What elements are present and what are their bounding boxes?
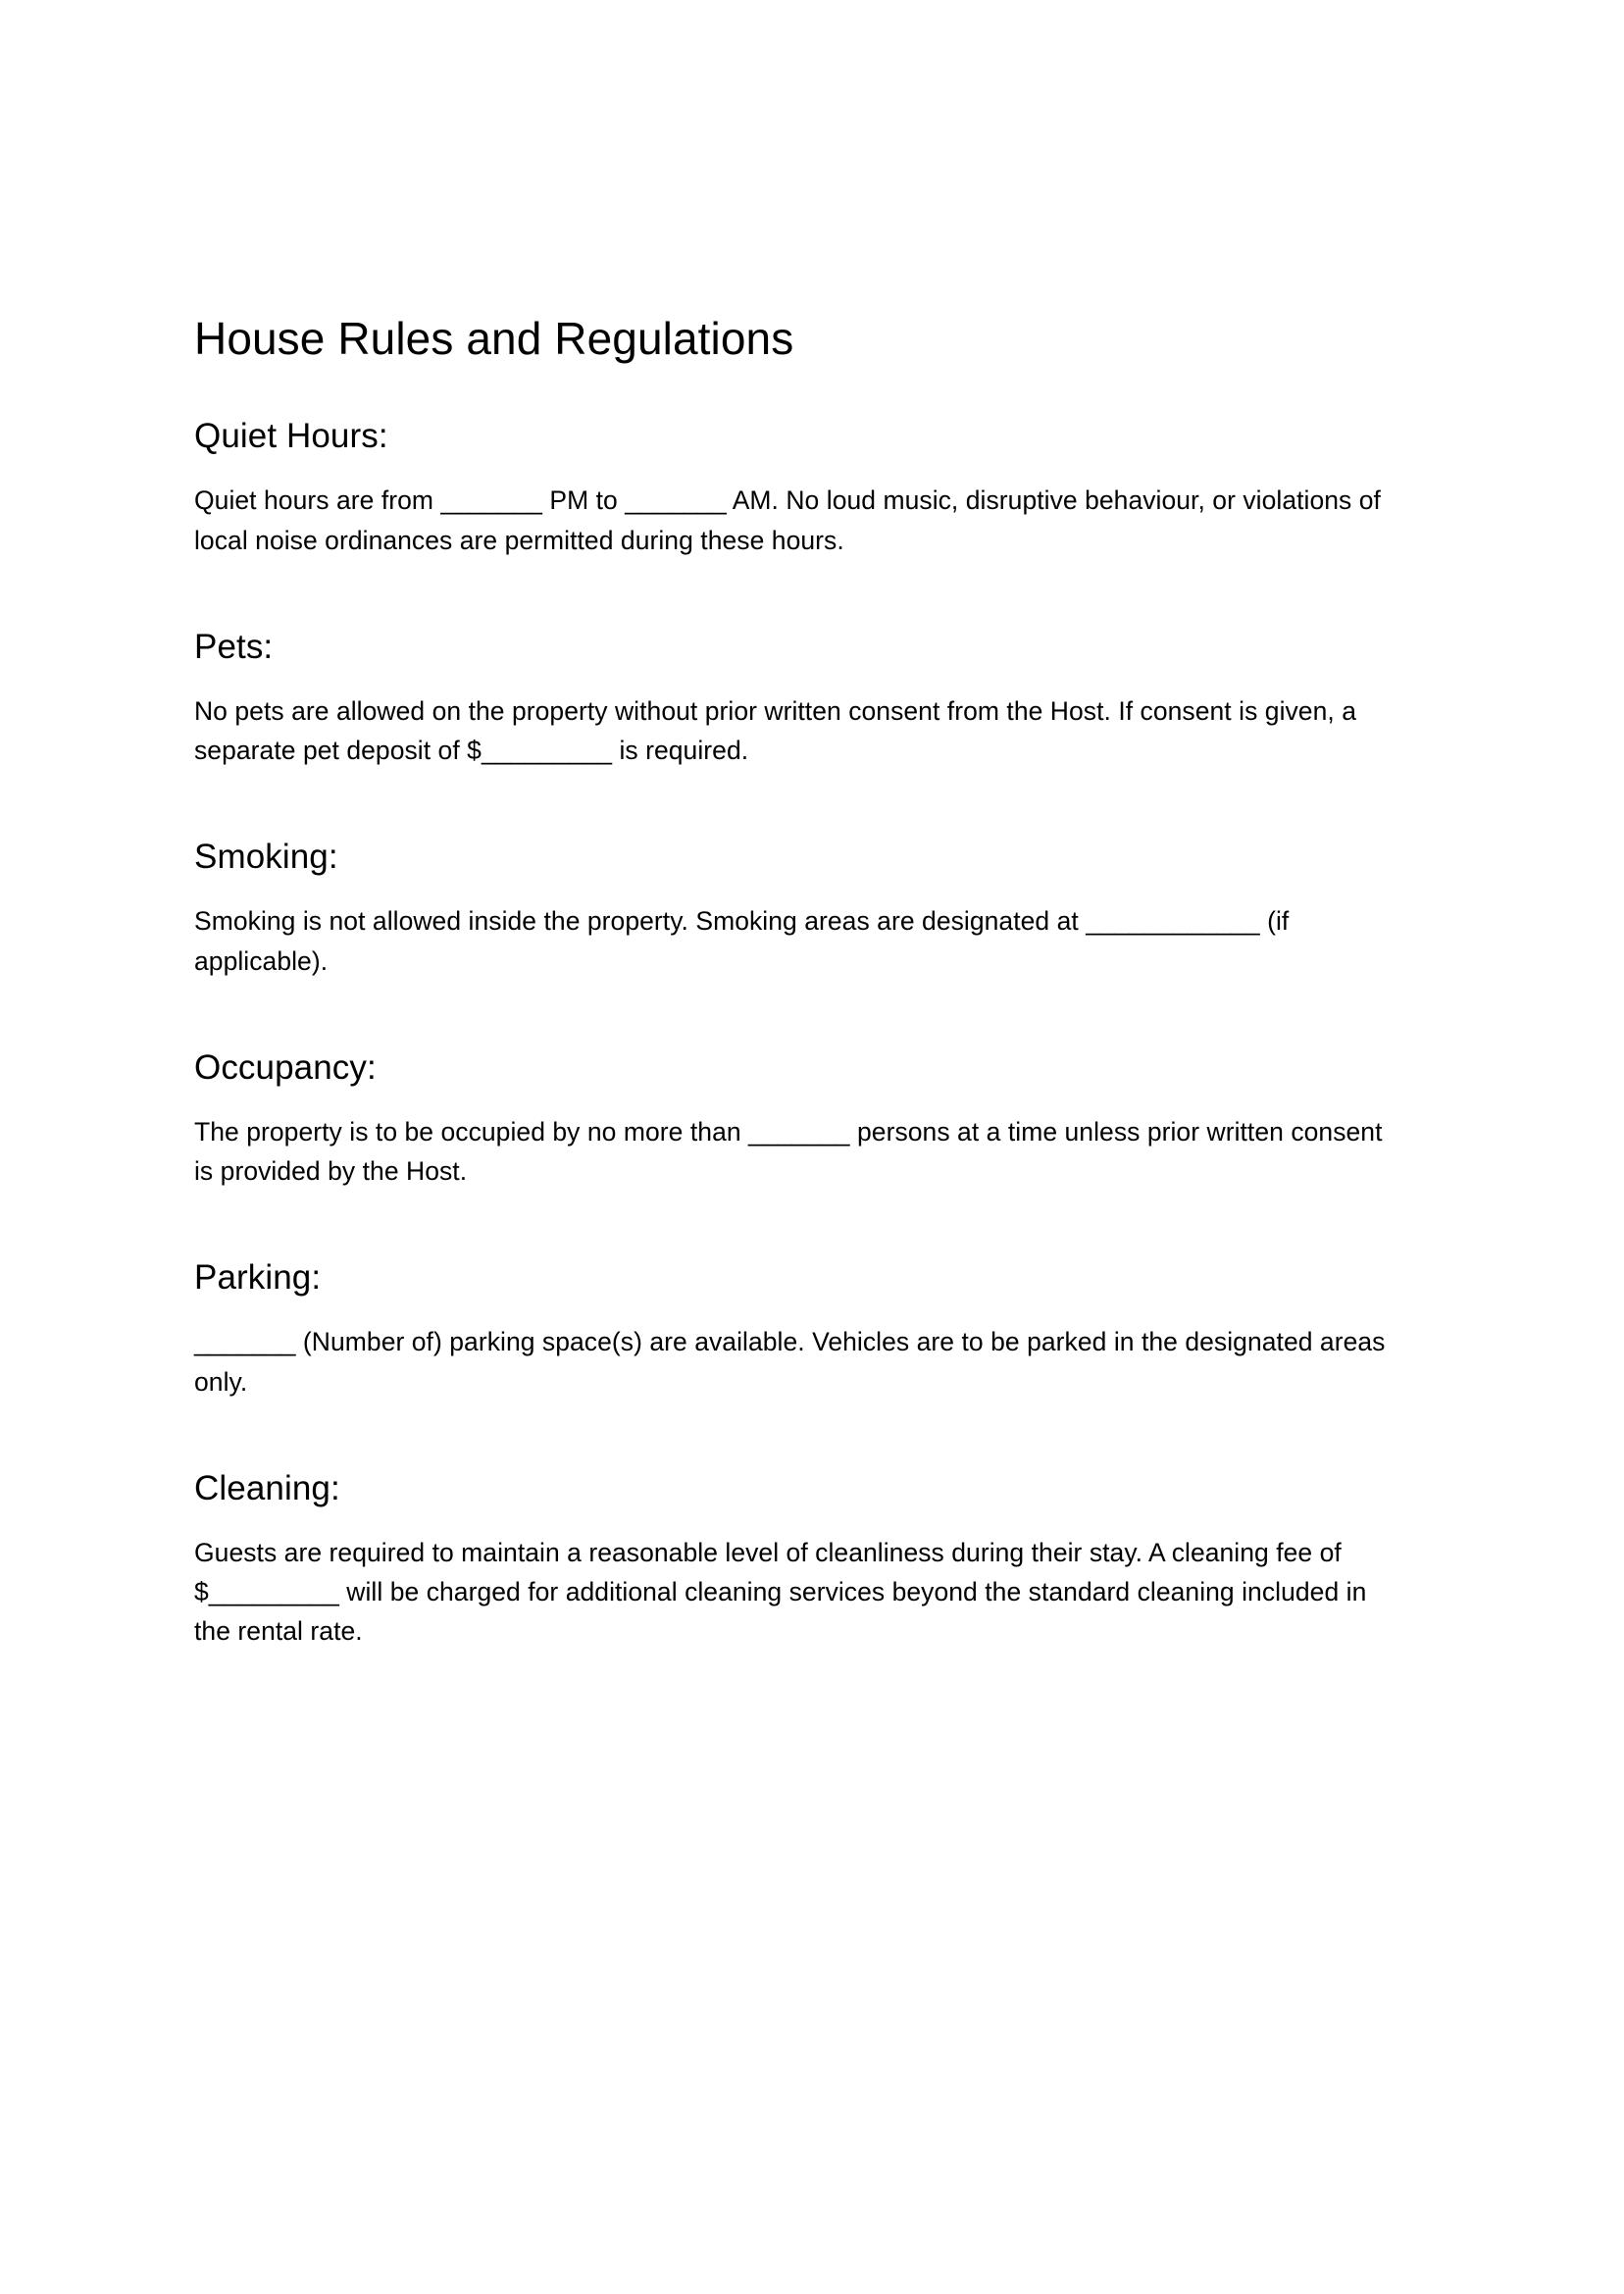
section-heading-cleaning: Cleaning: <box>194 1468 340 1507</box>
section-smoking <box>194 837 1398 981</box>
section-body-smoking: Smoking is not allowed inside the property. Smoking areas are designated at ____________ (if applicable). <box>194 906 1290 976</box>
document-content <box>194 312 1398 1652</box>
page-title: House Rules and Regulations <box>194 313 794 364</box>
section-cleaning <box>194 1468 1398 1652</box>
section-body-cleaning: Guests are required to maintain a reasonable level of cleanliness during their stay. A cleaning fee of $_________ will be charged for additional cleaning services beyond the standard cleaning included in the rental rate. <box>194 1537 1367 1647</box>
section-quiet-hours <box>194 416 1398 560</box>
section-heading-quiet-hours: Quiet Hours: <box>194 417 388 456</box>
section-parking <box>194 1257 1398 1402</box>
section-heading-parking: Parking: <box>194 1258 322 1298</box>
section-heading-smoking: Smoking: <box>194 838 338 877</box>
section-heading-pets: Pets: <box>194 627 274 666</box>
section-body-occupancy: The property is to be occupied by no more than _______ persons at a time unless prior written consent is provided by the Host. <box>194 1116 1383 1187</box>
section-heading-occupancy: Occupancy: <box>194 1047 377 1087</box>
section-body-pets: No pets are allowed on the property without prior written consent from the Host. If consent is given, a separate pet deposit of $_________ is required. <box>194 695 1356 766</box>
section-body-parking: _______ (Number of) parking space(s) are available. Vehicles are to be parked in the designated areas only. <box>194 1327 1386 1397</box>
section-body-quiet-hours: Quiet hours are from _______ PM to _______ AM. No loud music, disruptive behaviour, or violations of local noise ordinances are permitted during these hours. <box>194 485 1381 555</box>
section-pets <box>194 627 1398 771</box>
section-occupancy <box>194 1047 1398 1192</box>
